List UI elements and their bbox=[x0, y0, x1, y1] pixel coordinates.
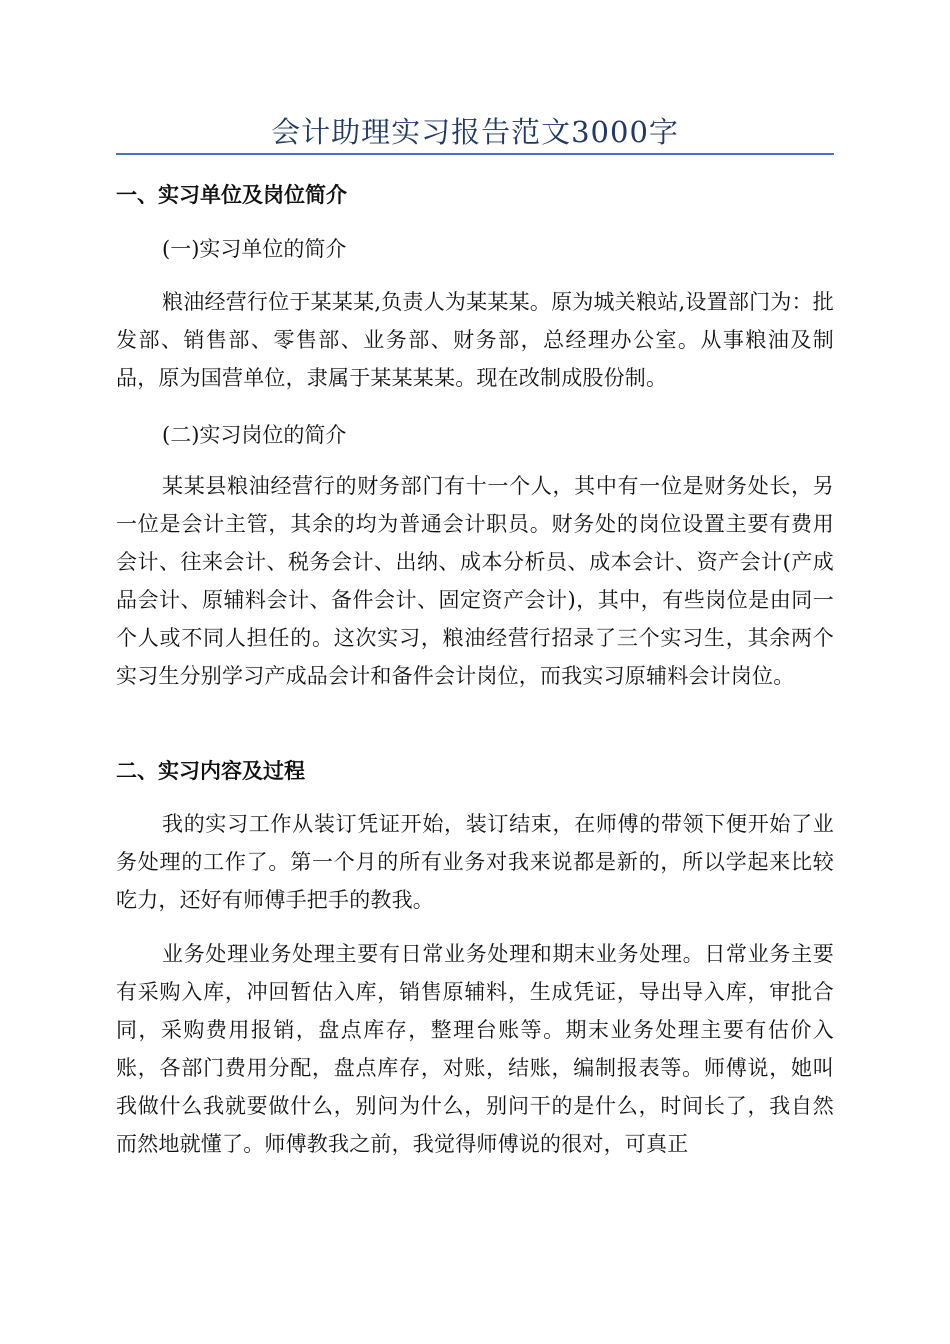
subsection-heading-2: (二)实习岗位的简介 bbox=[162, 423, 347, 447]
paragraph-business-processing: 业务处理业务处理主要有日常业务处理和期末业务处理。日常业务主要有采购入库，冲回暂估入库，销售原辅料，生成凭证，导出导入库，审批合同，采购费用报销，盘点库存，整理台账等。期末业务处理主要有估价入账，各部门费用分配，盘点库存，对账，结账，编制报表等。师傅说，她叫我做什么我就要做什么，别问为什么，别问干的是什么，时间长了，我自然而然地就懂了。师傅教我之前，我觉得师傅说的很对，可真正 bbox=[116, 942, 834, 1156]
paragraph-unit-intro: 粮油经营行位于某某某,负责人为某某某。原为城关粮站,设置部门为：批发部、销售部、零售部、业务部、财务部，总经理办公室。从事粮油及制品，原为国营单位，隶属于某某某某。现在改制成股份制。 bbox=[116, 290, 834, 390]
paragraph-internship-start: 我的实习工作从装订凭证开始，装订结束，在师傅的带领下便开始了业务处理的工作了。第一个月的所有业务对我来说都是新的，所以学起来比较吃力，还好有师傅手把手的教我。 bbox=[116, 812, 834, 912]
paragraph-position-intro: 某某县粮油经营行的财务部门有十一个人，其中有一位是财务处长，另一位是会计主管，其余的均为普通会计职员。财务处的岗位设置主要有费用会计、往来会计、税务会计、出纳、成本分析员、成本会计、资产会计(产成品会计、原辅料会计、备件会计、固定资产会计)，其中，有些岗位是由同一个人或不同人担任的。这次实习，粮油经营行招录了三个实习生，其余两个实习生分别学习产成品会计和备件会计岗位，而我实习原辅料会计岗位。 bbox=[116, 474, 834, 688]
document-title: 会计助理实习报告范文3000字 bbox=[271, 115, 679, 149]
subsection-heading-1: (一)实习单位的简介 bbox=[162, 237, 347, 261]
title-underline bbox=[116, 153, 834, 155]
section-heading-2: 二、实习内容及过程 bbox=[116, 759, 305, 783]
section-heading-1: 一、实习单位及岗位简介 bbox=[116, 183, 347, 207]
